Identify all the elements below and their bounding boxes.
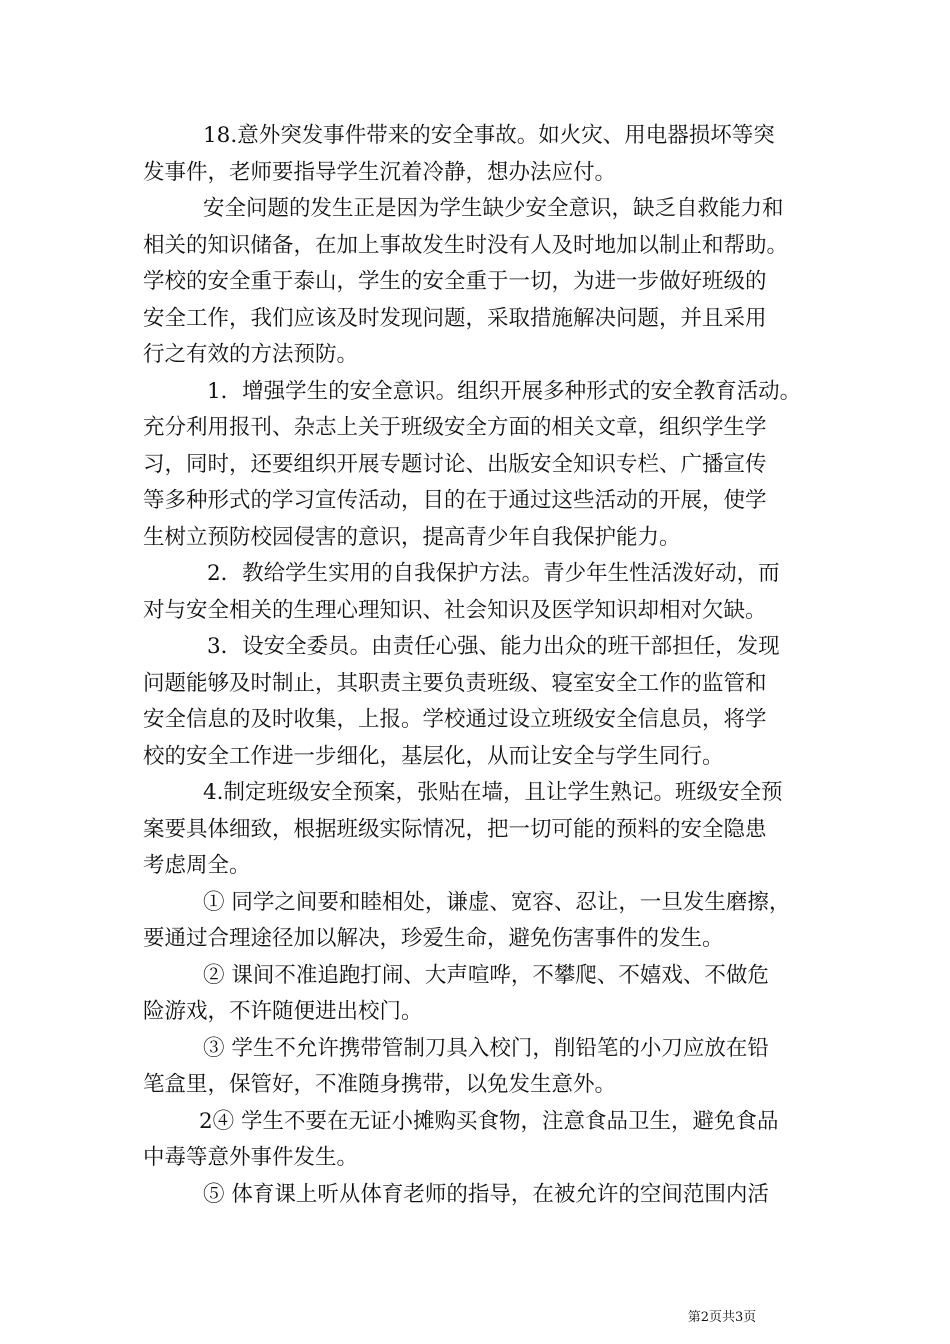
text-line: 安全信息的及时收集，上报。学校通过设立班级安全信息员，将学 bbox=[143, 707, 767, 732]
paragraph bbox=[143, 1104, 835, 1177]
text-line: 安全工作，我们应该及时发现问题，采取措施解决问题，并且采用 bbox=[143, 305, 767, 331]
text-line: 3．设安全委员。由责任心强、能力出众的班干部担任，发现 bbox=[207, 634, 780, 659]
text-line: 4.制定班级安全预案，张贴在墙，且让学生熟记。班级安全预 bbox=[203, 780, 783, 805]
text-line: 等多种形式的学习宣传活动，目的在于通过这些活动的开展，使学 bbox=[143, 488, 767, 513]
text-line: 发事件，老师要指导学生沉着冷静，想办法应付。 bbox=[143, 159, 617, 185]
text-line: 18.意外突发事件带来的安全事故。如火灾、用电器损坏等突 bbox=[203, 123, 775, 148]
text-line: ⑤ 体育课上听从体育老师的指导，在被允许的空间范围内活 bbox=[203, 1181, 769, 1207]
text-line: ② 课间不准追跑打闹、大声喧哗，不攀爬、不嬉戏、不做危 bbox=[203, 962, 769, 988]
text-line: 要通过合理途径加以解决，珍爱生命，避免伤害事件的发生。 bbox=[143, 926, 724, 951]
text-line: 学校的安全重于泰山，学生的安全重于一切，为进一步做好班级的 bbox=[143, 269, 767, 294]
text-line: 生树立预防校园侵害的意识，提高青少年自我保护能力。 bbox=[143, 524, 681, 550]
text-line: 2④ 学生不要在无证小摊购买食物，注意食品卫生，避免食品 bbox=[199, 1108, 779, 1134]
text-line: ③ 学生不允许携带管制刀具入校门，削铅笔的小刀应放在铅 bbox=[203, 1035, 769, 1061]
text-line: 问题能够及时制止，其职责主要负责班级、寝室安全工作的监管和 bbox=[143, 670, 767, 696]
text-line: 习，同时，还要组织开展专题讨论、出版安全知识专栏、广播宣传 bbox=[143, 451, 767, 477]
paragraph bbox=[143, 885, 835, 958]
text-line: 充分利用报刊、杂志上关于班级安全方面的相关文章，组织学生学 bbox=[143, 415, 767, 440]
text-line: 笔盒里，保管好，不准随身携带，以免发生意外。 bbox=[143, 1072, 617, 1097]
paragraph bbox=[143, 374, 835, 557]
body-text bbox=[143, 118, 835, 1213]
text-line: 校的安全工作进一步细化，基层化，从而让安全与学生同行。 bbox=[143, 743, 724, 769]
paragraph bbox=[143, 629, 835, 775]
text-line: ① 同学之间要和睦相处，谦虚、宽容、忍让，一旦发生磨擦， bbox=[203, 889, 791, 915]
page-footer bbox=[0, 1306, 950, 1325]
paragraph bbox=[143, 1031, 835, 1104]
paragraph bbox=[143, 1177, 835, 1214]
paragraph bbox=[143, 191, 835, 374]
paragraph bbox=[143, 958, 835, 1031]
paragraph bbox=[143, 118, 835, 191]
text-line: 对与安全相关的生理心理知识、社会知识及医学知识却相对欠缺。 bbox=[143, 597, 767, 623]
paragraph bbox=[143, 556, 835, 629]
text-line: 考虑周全。 bbox=[143, 853, 251, 878]
text-line: 安全问题的发生正是因为学生缺少安全意识，缺乏自救能力和 bbox=[203, 196, 784, 221]
text-line: 案要具体细致，根据班级实际情况，把一切可能的预料的安全隐患 bbox=[143, 816, 767, 842]
text-line: 相关的知识储备，在加上事故发生时没有人及时地加以制止和帮助。 bbox=[143, 232, 789, 258]
text-line: 行之有效的方法预防。 bbox=[143, 342, 359, 367]
text-line: 中毒等意外事件发生。 bbox=[143, 1145, 359, 1170]
text-line: 2．教给学生实用的自我保护方法。青少年生性活泼好动，而 bbox=[207, 561, 780, 586]
text-line: 险游戏，不许随便进出校门。 bbox=[143, 999, 423, 1024]
page-number: 第2页共3页 bbox=[687, 1310, 757, 1325]
paragraph bbox=[143, 775, 835, 885]
text-line: 1．增强学生的安全意识。组织开展多种形式的安全教育活动。 bbox=[207, 378, 802, 404]
